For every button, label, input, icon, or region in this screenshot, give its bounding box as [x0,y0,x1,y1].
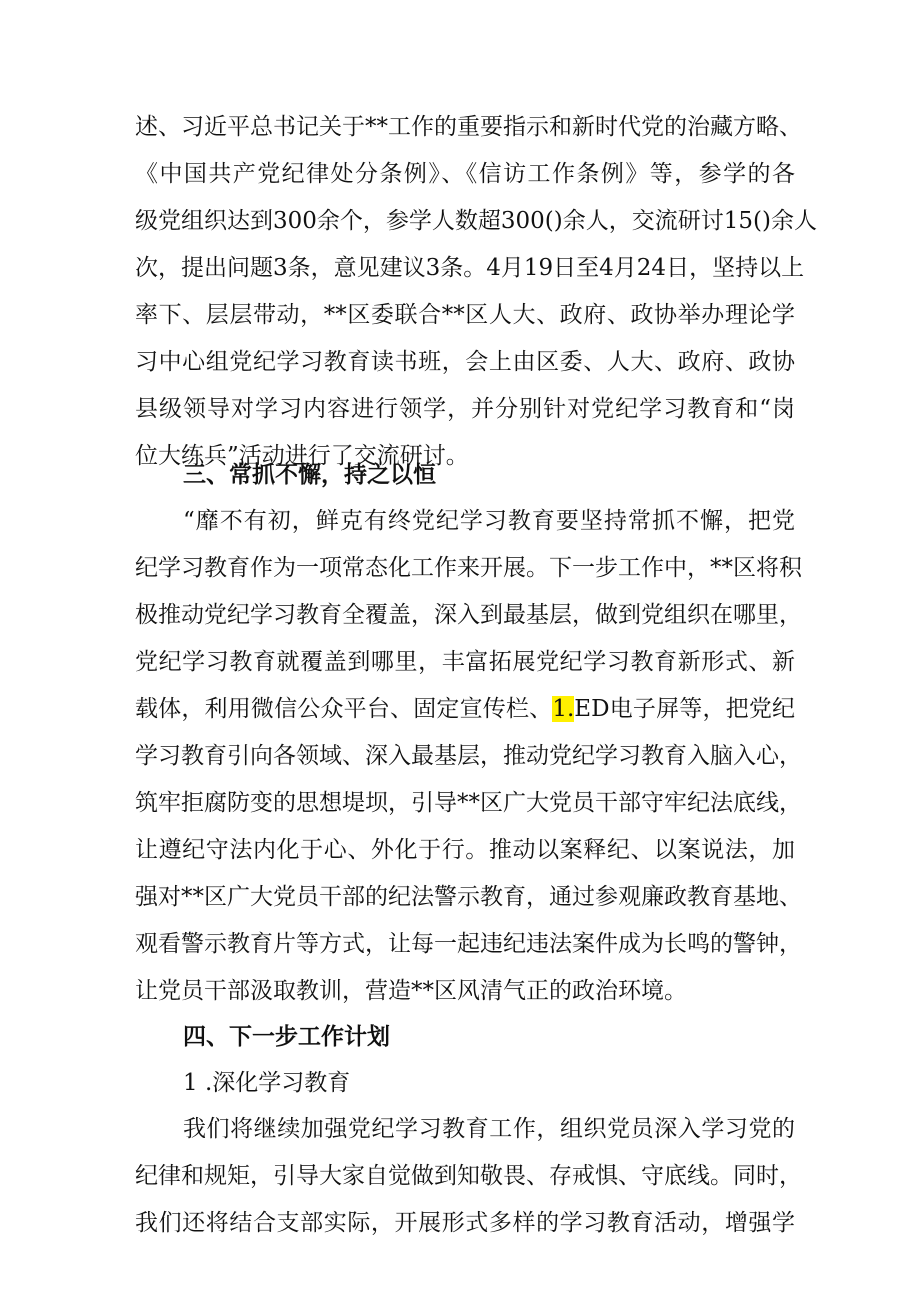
paragraph-line: 《中国共产党纪律处分条例》、《信访工作条例》等，参学的各 [135,161,795,187]
paragraph-line: 学习教育引向各领域、深入最基层，推动党纪学习教育入脑入心， [135,743,802,769]
line-suffix: ED电子屏等，把党纪 [574,696,796,722]
paragraph-line: 纪律和规矩，引导大家自觉做到知敬畏、存戒惧、守底线。同时， [135,1163,802,1189]
paragraph-line: 党纪学习教育就覆盖到哪里，丰富拓展党纪学习教育新形式、新 [135,649,795,675]
paragraph-line: “靡不有初，鲜克有终党纪学习教育要坚持常抓不懈，把党 [183,508,795,534]
paragraph-line: 强对**区广大党员干部的纪法警示教育，通过参观廉政教育基地、 [135,884,802,910]
paragraph-line: 次，提出问题3条，意见建议3条。4月19日至4月24日，坚持以上 [135,255,805,281]
paragraph-line: 我们将继续加强党纪学习教育工作，组织党员深入学习党的 [183,1116,795,1142]
paragraph-line-highlighted [135,692,795,726]
paragraph-line: 让遵纪守法内化于心、外化于行。推动以案释纪、以案说法，加 [135,837,795,863]
paragraph-line: 筑牢拒腐防变的思想堤坝，引导**区广大党员干部守牢纪法底线， [135,790,802,816]
paragraph-line: 让党员干部汲取教训，营造**区风清气正的政治环境。 [135,978,687,1004]
section-heading-4: 四、下一步工作计划 [183,1024,390,1050]
paragraph-line: 级党组织达到300余个，参学人数超300()余人，交流研讨15()余人 [135,208,817,234]
subheading-1: 1 .深化学习教育 [183,1070,351,1096]
paragraph-line: 述、习近平总书记关于**工作的重要指示和新时代党的治藏方略、 [135,114,802,140]
paragraph-line: 我们还将结合支部实际，开展形式多样的学习教育活动，增强学 [135,1210,795,1236]
highlighted-text: 1. [552,696,575,722]
paragraph-line: 纪学习教育作为一项常态化工作来开展。下一步工作中，**区将积 [135,555,802,581]
paragraph-line: 位大练兵”活动进行了交流研讨。 [135,443,469,469]
line-prefix: 载体，利用微信公众平台、固定宣传栏、 [135,696,553,722]
paragraph-line: 率下、层层带动，**区委联合**区人大、政府、政协举办理论学 [135,302,795,328]
paragraph-line: 极推动党纪学习教育全覆盖，深入到最基层，做到党组织在哪里， [135,602,802,628]
paragraph-line: 县级领导对学习内容进行领学，并分别针对党纪学习教育和“岗 [135,396,795,422]
section-heading-3: 三、常抓不懈，持之以恒 [183,462,436,488]
paragraph-line: 习中心组党纪学习教育读书班，会上由区委、人大、政府、政协 [135,349,795,375]
paragraph-line: 观看警示教育片等方式，让每一起违纪违法案件成为长鸣的警钟， [135,931,802,957]
